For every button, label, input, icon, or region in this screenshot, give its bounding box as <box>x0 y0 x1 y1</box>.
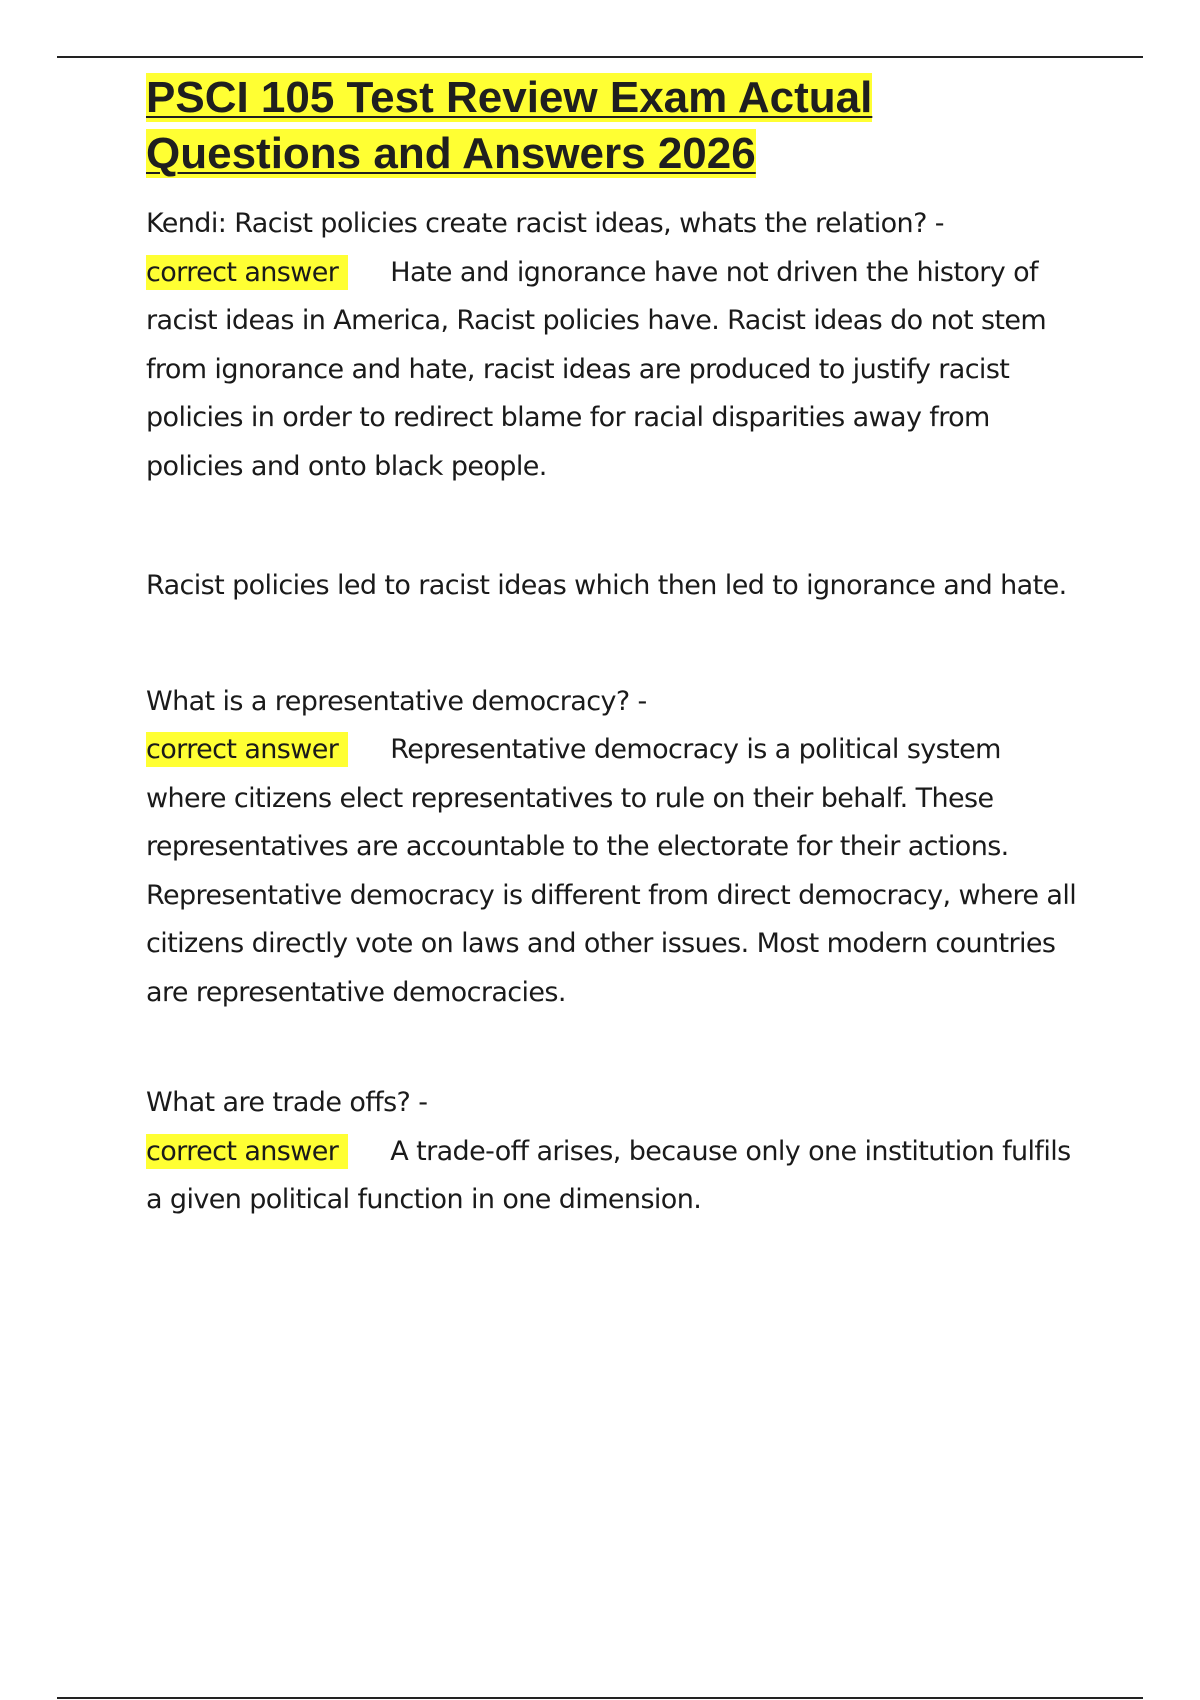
answer-1-note: Racist policies led to racist ideas which then led to ignorance and hate. <box>146 570 1067 601</box>
question-1: Kendi: Racist policies create racist ideas, whats the relation? - <box>146 208 944 239</box>
question-3: What are trade offs? - <box>146 1087 428 1118</box>
qa-item-3 <box>146 1079 1086 1225</box>
top-rule <box>57 56 1143 58</box>
bottom-rule <box>57 1697 1143 1699</box>
document-title-text: PSCI 105 Test Review Exam Actual Questions and Answers 2026 <box>146 73 873 178</box>
question-text <box>146 678 1086 1018</box>
question-text <box>146 1079 1086 1225</box>
correct-answer-label: correct answer <box>146 255 348 290</box>
correct-answer-label: correct answer <box>146 732 348 767</box>
answer-3: A trade-off arises, because only one institution fulfils a given political function in one dimension. <box>146 1135 1071 1215</box>
document-body <box>146 70 1086 1225</box>
correct-answer-label: correct answer <box>146 1134 348 1169</box>
qa-item-1 <box>146 200 1086 611</box>
answer-2: Representative democracy is a political system where citizens elect representatives to rule on their behalf. These representatives are accountable to the electorate for their actions. Representative democracy is different from direct democracy, where all citizens directly vote on laws and other issues. Most modern countries are representative democracies. <box>146 734 1077 1008</box>
question-2: What is a representative democracy? - <box>146 685 647 717</box>
question-text <box>146 200 1086 491</box>
qa-item-2 <box>146 678 1086 1018</box>
document-title <box>146 70 1086 182</box>
answer-1: Hate and ignorance have not driven the history of racist ideas in America, Racist policies have. Racist ideas do not stem from ignorance and hate, racist ideas are produced to justify racist policies in order to redirect blame for racial disparities away from policies and onto black people. <box>146 256 1047 482</box>
